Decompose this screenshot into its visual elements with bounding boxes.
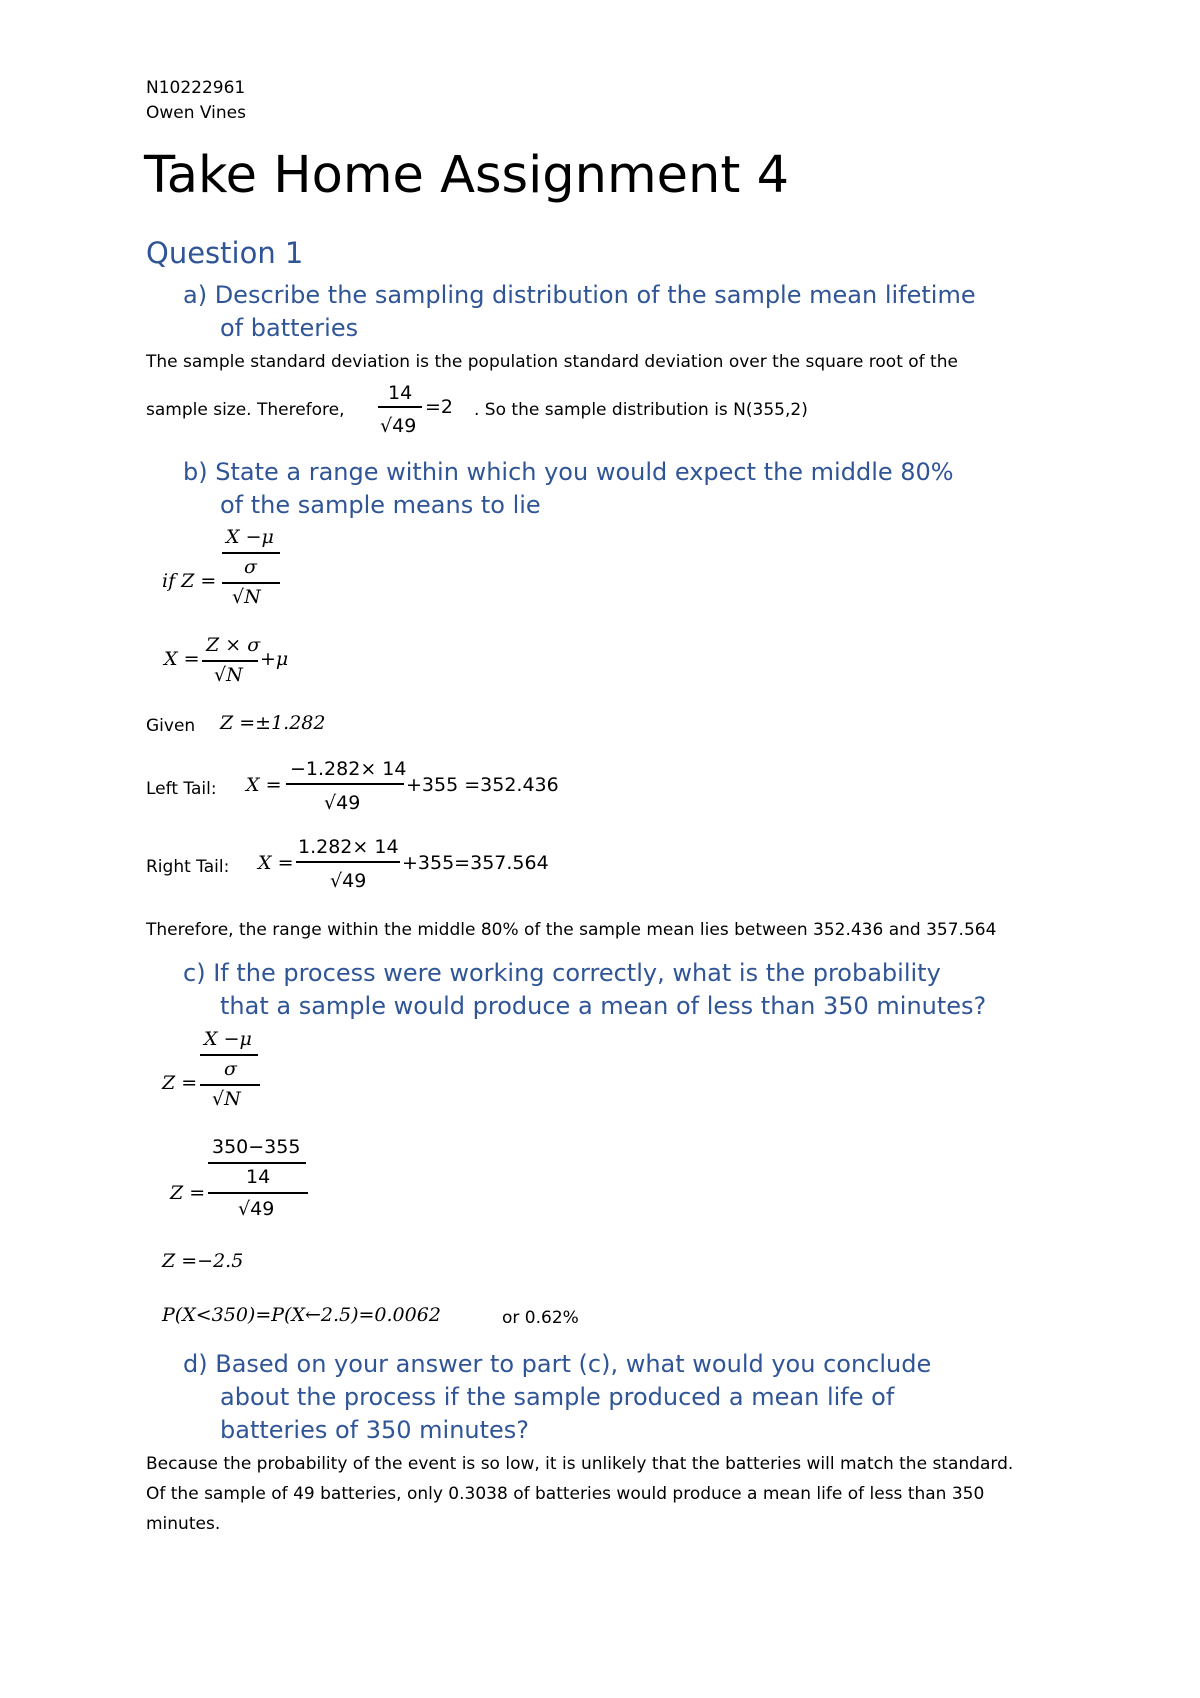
part-c-z2-lhs: Z = xyxy=(170,1182,206,1204)
part-c-heading-cont: that a sample would produce a mean of less than 350 minutes? xyxy=(220,992,987,1020)
part-c-probability: P(X<350)=P(X←2.5)=0.0062 xyxy=(162,1304,441,1326)
part-c-z2-num: 350−355 xyxy=(212,1136,301,1158)
part-a-text-3: . So the sample distribution is N(355,2) xyxy=(474,400,808,420)
part-d-text-3: minutes. xyxy=(146,1514,221,1534)
part-b-x-bar xyxy=(202,660,258,662)
part-c-z-inner-bar xyxy=(200,1054,258,1056)
part-c-probability-pct: or 0.62% xyxy=(502,1308,579,1328)
part-b-heading-cont: of the sample means to lie xyxy=(220,491,541,519)
part-b-x-num: Z × σ xyxy=(206,634,261,656)
right-tail-rhs: +355=357.564 xyxy=(402,852,549,874)
part-a-heading: a) Describe the sampling distribution of the sample mean lifetime xyxy=(183,281,976,309)
part-a-heading-cont: of batteries xyxy=(220,314,359,342)
left-tail-bar xyxy=(286,783,404,785)
part-a-frac-num: 14 xyxy=(388,382,413,404)
part-d-text-1: Because the probability of the event is so low, it is unlikely that the batteries will match the standard. xyxy=(146,1454,1014,1474)
document-title: Take Home Assignment 4 xyxy=(144,146,790,205)
part-c-z2-bar xyxy=(208,1192,308,1194)
left-tail-lhs: X = xyxy=(246,774,282,796)
part-d-heading-cont-2: batteries of 350 minutes? xyxy=(220,1416,530,1444)
part-c-z-num: X −μ xyxy=(204,1028,252,1050)
right-tail-lhs: X = xyxy=(258,852,294,874)
part-b-x-lhs: X = xyxy=(164,648,200,670)
student-id: N10222961 xyxy=(146,78,246,98)
part-a-frac-bar xyxy=(378,406,422,408)
part-b-z-sigma: σ xyxy=(244,556,257,578)
part-b-z-den: √N xyxy=(232,586,261,608)
given-label: Given xyxy=(146,716,196,736)
part-b-z-num: X −μ xyxy=(226,526,274,548)
part-c-z2-den: √49 xyxy=(238,1198,275,1220)
part-d-text-2: Of the sample of 49 batteries, only 0.3038 of batteries would produce a mean life of less than 350 xyxy=(146,1484,985,1504)
left-tail-num: −1.282× 14 xyxy=(290,758,407,780)
left-tail-label: Left Tail: xyxy=(146,779,217,799)
right-tail-label: Right Tail: xyxy=(146,857,230,877)
part-c-z-bar xyxy=(200,1084,260,1086)
part-b-conclusion: Therefore, the range within the middle 80% of the sample mean lies between 352.436 and 357.564 xyxy=(146,920,997,940)
part-c-z2-mid: 14 xyxy=(246,1166,271,1188)
part-c-z2-inner-bar xyxy=(208,1162,306,1164)
left-tail-den: √49 xyxy=(324,792,361,814)
part-b-x-den: √N xyxy=(214,664,243,686)
part-b-z-bar xyxy=(222,582,280,584)
part-c-z-result: Z =−2.5 xyxy=(162,1250,244,1272)
part-a-text-2: sample size. Therefore, xyxy=(146,400,345,420)
student-name: Owen Vines xyxy=(146,103,246,123)
left-tail-rhs: +355 =352.436 xyxy=(406,774,559,796)
part-b-heading: b) State a range within which you would expect the middle 80% xyxy=(183,458,954,486)
part-a-frac-eq: =2 xyxy=(425,396,454,418)
part-b-z-lhs: if Z = xyxy=(162,570,217,592)
part-b-x-plus: +μ xyxy=(260,648,289,670)
part-d-heading-cont-1: about the process if the sample produced a mean life of xyxy=(220,1383,895,1411)
part-a-text-1: The sample standard deviation is the population standard deviation over the square root of the xyxy=(146,352,958,372)
part-c-z-sigma: σ xyxy=(224,1058,237,1080)
right-tail-bar xyxy=(296,861,400,863)
part-b-z-inner-bar xyxy=(222,552,280,554)
part-a-frac-den: √49 xyxy=(380,415,417,437)
part-d-heading: d) Based on your answer to part (c), what would you conclude xyxy=(183,1350,932,1378)
part-c-z-lhs: Z = xyxy=(162,1072,198,1094)
part-c-heading: c) If the process were working correctly, what is the probability xyxy=(183,959,941,987)
given-value: Z =±1.282 xyxy=(220,712,326,734)
right-tail-den: √49 xyxy=(330,870,367,892)
part-c-z-den: √N xyxy=(212,1088,241,1110)
right-tail-num: 1.282× 14 xyxy=(298,836,399,858)
question-heading: Question 1 xyxy=(146,236,304,270)
